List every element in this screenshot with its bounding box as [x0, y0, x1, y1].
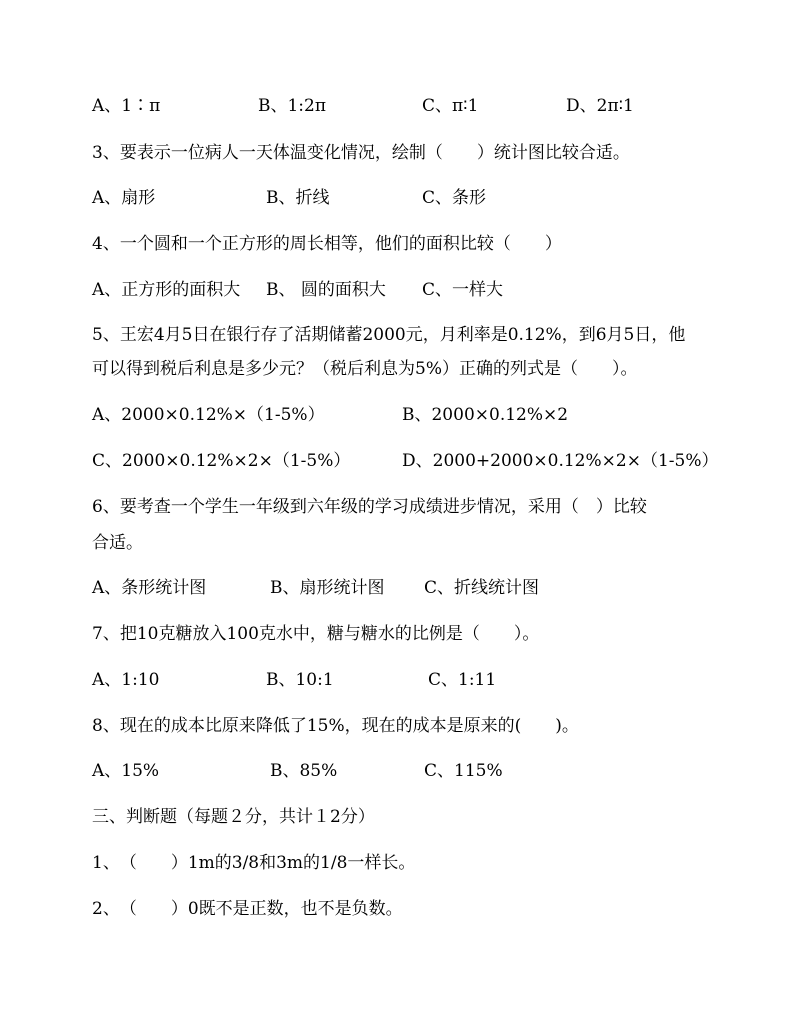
q2-option-c: C、π∶1 — [422, 96, 479, 116]
q5-option-b: B、2000×0.12%×2 — [402, 405, 569, 425]
judgment-item-2: 2、 （ ）0既不是正数，也不是负数。 — [92, 899, 403, 919]
q7-option-c: C、1:11 — [428, 670, 497, 690]
q5-option-a: A、2000×0.12%×（1-5%） — [92, 405, 325, 425]
q2-option-b: B、1:2π — [258, 96, 327, 116]
q4-option-c: C、一样大 — [422, 280, 504, 300]
q7-option-b: B、10:1 — [266, 670, 334, 690]
q4-option-b: B、 圆的面积大 — [266, 280, 386, 300]
q3-option-b: B、折线 — [266, 188, 330, 208]
q6-stem-line1: 6、要考查一个学生一年级到六年级的学习成绩进步情况，采用（ ）比较 — [92, 497, 647, 517]
q8-stem: 8、现在的成本比原来降低了15%，现在的成本是原来的( )。 — [92, 716, 579, 736]
q6-option-c: C、折线统计图 — [424, 578, 540, 598]
judgment-item-1: 1、 （ ）1m的3/8和3m的1/8一样长。 — [92, 853, 416, 873]
q3-stem: 3、要表示一位病人一天体温变化情况，绘制（ ）统计图比较合适。 — [92, 143, 630, 163]
q3-option-c: C、条形 — [422, 188, 487, 208]
q6-stem-line2: 合适。 — [92, 533, 143, 553]
q8-option-b: B、85% — [270, 761, 338, 781]
q4-option-a: A、正方形的面积大 — [92, 280, 241, 300]
q4-stem: 4、一个圆和一个正方形的周长相等，他们的面积比较（ ） — [92, 234, 562, 254]
q5-option-d: D、2000+2000×0.12%×2×（1-5%） — [402, 451, 719, 471]
q7-stem: 7、把10克糖放入100克水中，糖与糖水的比例是（ ）。 — [92, 624, 540, 644]
q6-option-b: B、扇形统计图 — [270, 578, 385, 598]
q5-option-c: C、2000×0.12%×2×（1-5%） — [92, 451, 351, 471]
section-3-title: 三、判断题（每题２分，共计１2分） — [92, 807, 375, 827]
q2-option-d: D、2π∶1 — [566, 96, 634, 116]
q7-option-a: A、1:10 — [92, 670, 160, 690]
q5-stem-line2: 可以得到税后利息是多少元？（税后利息为5%）正确的列式是（ ）。 — [92, 359, 638, 379]
q2-option-a: A、1∶π — [92, 96, 161, 116]
q8-option-c: C、115% — [424, 761, 503, 781]
q5-stem-line1: 5、王宏4月5日在银行存了活期储蓄2000元，月利率是0.12%，到6月5日，他 — [92, 325, 686, 345]
q3-option-a: A、扇形 — [92, 188, 156, 208]
q6-option-a: A、条形统计图 — [92, 578, 207, 598]
q8-option-a: A、15% — [92, 761, 160, 781]
